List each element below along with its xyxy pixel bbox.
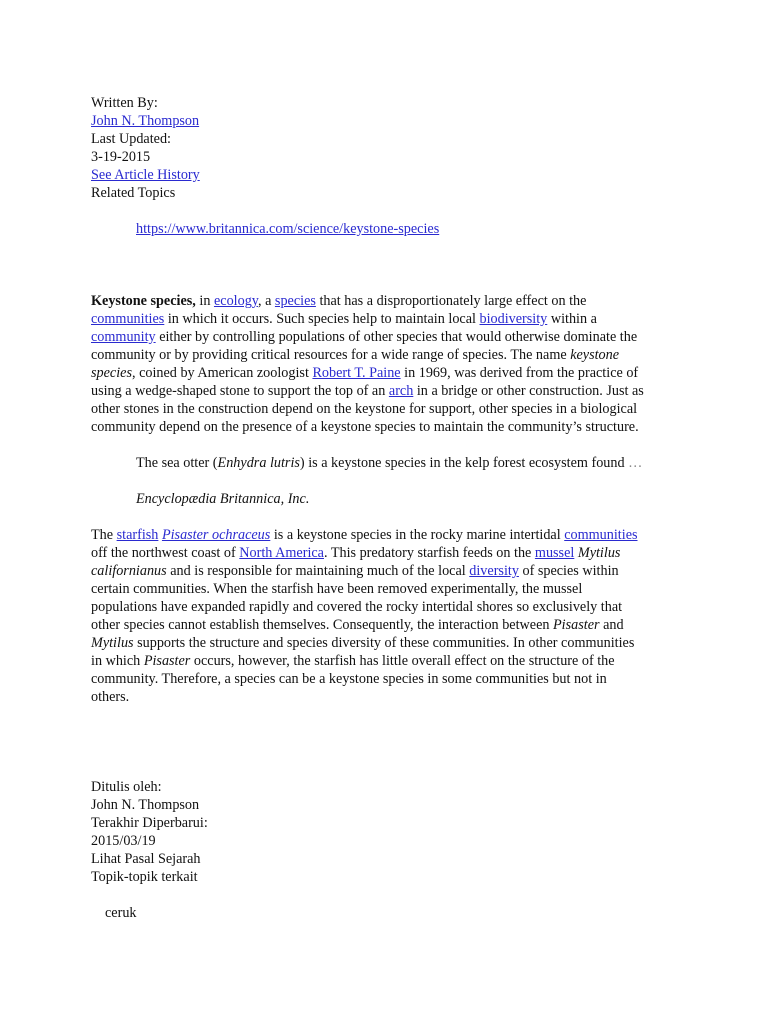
written-by-label: Written By:	[91, 95, 158, 111]
author-link[interactable]: John N. Thompson	[91, 113, 200, 129]
source-url-link[interactable]: https://www.britannica.com/science/keystone-species	[136, 221, 440, 237]
text: ) is a keystone species in the kelp forest ecosystem found	[299, 455, 629, 471]
mussel-link[interactable]: mussel	[534, 545, 575, 561]
translation-history: Lihat Pasal Sejarah	[91, 851, 201, 867]
text: in which	[91, 653, 144, 669]
italic-text: Pisaster	[143, 653, 191, 669]
last-updated-label: Last Updated:	[91, 131, 171, 147]
related-topics-label: Related Topics	[91, 185, 176, 201]
text: off the northwest coast of	[91, 545, 240, 561]
text: is a keystone species in the rocky marine intertidal	[270, 527, 565, 543]
para2-line8	[91, 652, 615, 670]
para2-line3	[91, 562, 619, 580]
text: either by controlling populations of other species that would otherwise dominate the	[155, 329, 638, 345]
italic-text: keystone	[570, 347, 620, 363]
text: of species within	[518, 563, 619, 579]
north-america-link[interactable]: North America	[239, 545, 324, 561]
translation-author: John N. Thompson	[91, 797, 200, 813]
italic-text: Mytilus	[577, 545, 621, 561]
para2-line2	[91, 544, 620, 562]
communities-link[interactable]: communities	[91, 311, 165, 327]
text: The sea otter (	[136, 455, 218, 471]
text: , coined by American zoologist	[131, 365, 313, 381]
text: in	[195, 293, 214, 309]
keystone-term: Keystone species,	[91, 293, 196, 309]
text: and	[599, 617, 624, 633]
italic-text: Pisaster	[553, 617, 600, 633]
para1-line7: other stones in the construction depend on the keystone for support, other species in a biological	[91, 401, 638, 417]
italic-text: Mytilus	[91, 635, 134, 651]
italic-text: species	[91, 365, 132, 381]
arch-link[interactable]: arch	[388, 383, 414, 399]
ecology-link[interactable]: ecology	[213, 293, 258, 309]
translation-niche: ceruk	[105, 905, 137, 921]
para2-line7	[91, 634, 634, 652]
para1-line8: community depend on the presence of a keystone species to maintain the community’s structure.	[91, 419, 639, 435]
italic-text: Enhydra lutris	[217, 455, 300, 471]
text: and is responsible for maintaining much of the local	[166, 563, 470, 579]
robert-paine-link[interactable]: Robert T. Paine	[312, 365, 401, 381]
biodiversity-link[interactable]: biodiversity	[479, 311, 548, 327]
para1-line3	[91, 328, 637, 346]
text: . This predatory starfish feeds on the	[323, 545, 535, 561]
species-link[interactable]: species	[274, 293, 316, 309]
starfish-link[interactable]: starfish	[116, 527, 159, 543]
diversity-link[interactable]: diversity	[469, 563, 519, 579]
text: in 1969, was derived from the practice of	[400, 365, 639, 381]
text: community or by providing critical resources for a wide range of species. The name	[91, 347, 571, 363]
community-link[interactable]: community	[91, 329, 156, 345]
text: other species cannot establish themselves. Consequently, the interaction between	[91, 617, 554, 633]
translation-last-updated-label: Terakhir Diperbarui:	[91, 815, 208, 831]
para1-line2	[91, 310, 597, 328]
author-link-line	[91, 112, 199, 130]
para2-line5: populations have expanded rapidly and covered the rocky intertidal shores so exclusively that	[91, 599, 623, 615]
translation-last-updated: 2015/03/19	[91, 833, 156, 849]
see-article-history-link[interactable]: See Article History	[91, 167, 200, 183]
text: that has a disproportionately large effect on the	[315, 293, 587, 309]
para2-line9: community. Therefore, a species can be a keystone species in some communities but not in	[91, 671, 607, 687]
image-caption	[136, 454, 642, 472]
text: The	[91, 527, 117, 543]
text: within a	[547, 311, 597, 327]
text: occurs, however, the starfish has little overall effect on the structure of the	[190, 653, 615, 669]
text: supports the structure and species diversity of these communities. In other communities	[133, 635, 635, 651]
italic-text: californianus	[91, 563, 167, 579]
ellipsis: …	[628, 455, 643, 471]
credit-text: Encyclopædia Britannica, Inc.	[136, 491, 310, 507]
translation-written-by: Ditulis oleh:	[91, 779, 162, 795]
para1-line6	[91, 382, 644, 400]
translation-related: Topik-topik terkait	[91, 869, 198, 885]
text: in a bridge or other construction. Just as	[413, 383, 644, 399]
history-link-line	[91, 166, 200, 184]
para2-line10: others.	[91, 689, 130, 705]
communities-link-2[interactable]: communities	[564, 527, 638, 543]
image-credit	[136, 490, 309, 508]
text: in which it occurs. Such species help to maintain local	[164, 311, 480, 327]
para1-line4	[91, 346, 619, 364]
para2-line1	[91, 526, 638, 544]
text: using a wedge-shaped stone to support the top of an	[91, 383, 389, 399]
last-updated-date: 3-19-2015	[91, 149, 151, 165]
para1-line5	[91, 364, 638, 382]
para1-line1	[91, 292, 586, 310]
pisaster-ochraceus-link[interactable]: Pisaster ochraceus	[161, 527, 271, 543]
text: , a	[257, 293, 275, 309]
source-url-line	[136, 220, 439, 238]
para2-line4: certain communities. When the starfish have been removed experimentally, the mussel	[91, 581, 583, 597]
para2-line6	[91, 616, 624, 634]
